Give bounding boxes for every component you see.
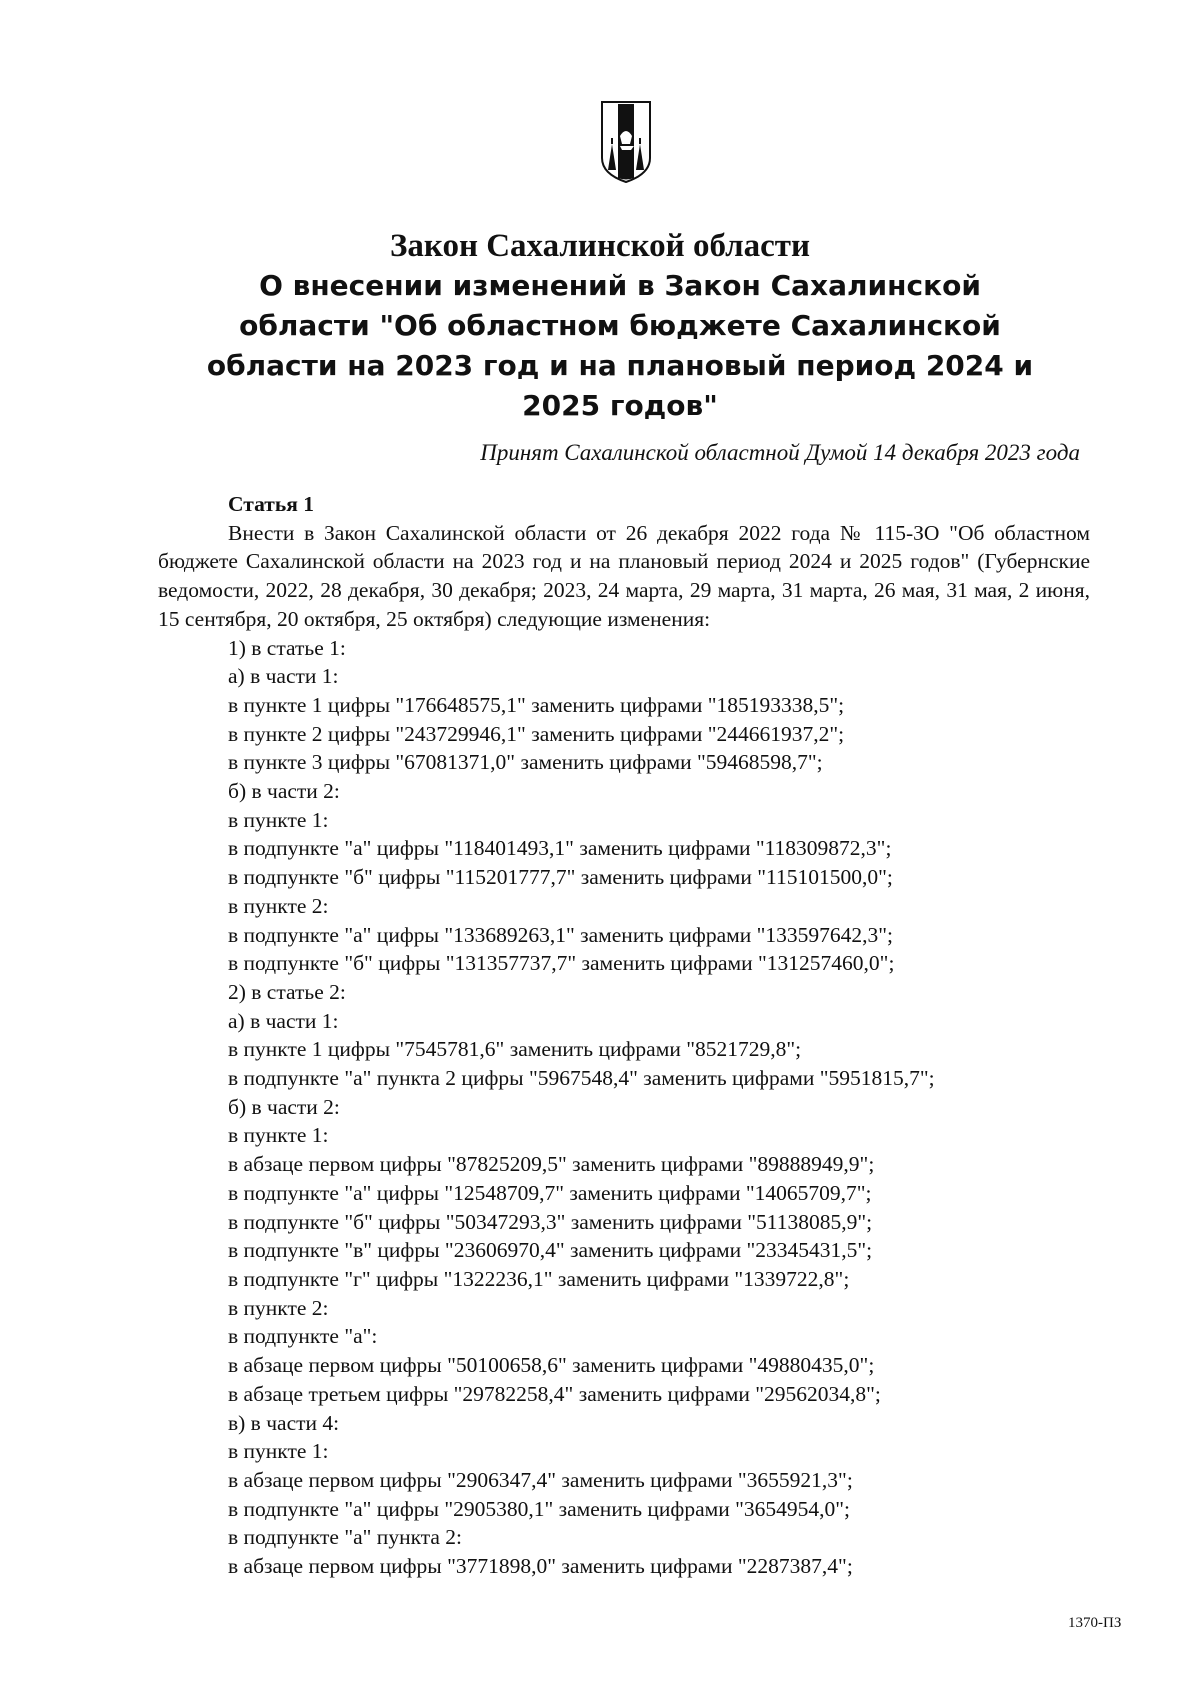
adoption-note: Принят Сахалинской областной Думой 14 декабря 2023 года: [480, 440, 1080, 465]
amendment-line: в пункте 1:: [228, 807, 329, 832]
amendment-line: в подпункте "а" цифры "133689263,1" заменить цифрами "133597642,3";: [228, 922, 894, 947]
amendment-line: в подпункте "а" пункта 2:: [228, 1525, 463, 1550]
amendment-line: в) в части 4:: [228, 1410, 340, 1435]
amendment-line: 2) в статье 2:: [228, 979, 346, 1004]
amendment-line: в подпункте "а" цифры "2905380,1" заменить цифрами "3654954,0";: [228, 1496, 851, 1521]
amendment-line: в абзаце первом цифры "2906347,4" заменить цифрами "3655921,3";: [228, 1467, 853, 1492]
amendment-line: в подпункте "г" цифры "1322236,1" заменить цифрами "1339722,8";: [228, 1266, 850, 1291]
amendment-line: в подпункте "в" цифры "23606970,4" заменить цифрами "23345431,5";: [228, 1238, 873, 1263]
amendment-line: в пункте 2 цифры "243729946,1" заменить цифрами "244661937,2";: [228, 721, 845, 746]
amendment-line: в абзаце первом цифры "50100658,6" заменить цифрами "49880435,0";: [228, 1353, 875, 1378]
article-intro: Внести в Закон Сахалинской области от 26 декабря 2022 года № 115-ЗО "Об областном бюджете Сахалинской области на 2023 год и на плановый период 2024 и 2025 годов" (Губернские ведомости, 2022, 28 декабря, 30 декабря; 2023, 24 марта, 29 марта, 31 марта, 26 мая, 31 мая, 2 июня, 15 сентября, 20 октября, 25 октября) следующие изменения:: [158, 520, 1090, 631]
amendment-line: в пункте 3 цифры "67081371,0" заменить цифрами "59468598,7";: [228, 750, 823, 775]
amendment-line: 1) в статье 1:: [228, 635, 346, 660]
amendment-line: в пункте 1 цифры "7545781,6" заменить цифрами "8521729,8";: [228, 1037, 802, 1062]
amendment-line: в пункте 1:: [228, 1439, 329, 1464]
page-code: 1370-ПЗ: [1068, 1615, 1122, 1631]
amendment-line: в абзаце первом цифры "3771898,0" заменить цифрами "2287387,4";: [228, 1554, 853, 1579]
article-heading: Статья 1: [228, 492, 314, 516]
amendment-line: в абзаце третьем цифры "29782258,4" заменить цифрами "29562034,8";: [228, 1381, 881, 1406]
amendment-line: в подпункте "а" цифры "12548709,7" заменить цифрами "14065709,7";: [228, 1180, 872, 1205]
amendment-line: в пункте 1 цифры "176648575,1" заменить цифрами "185193338,5";: [228, 692, 845, 717]
law-subtitle: О внесении изменений в Закон Сахалинской области "Об областном бюджете Сахалинской области на 2023 год и на плановый период 2024 и 2025 годов": [206, 269, 1034, 422]
amendment-line: в подпункте "а" цифры "118401493,1" заменить цифрами "118309872,3";: [228, 836, 892, 861]
amendment-line: а) в части 1:: [228, 664, 339, 689]
amendment-line: в абзаце первом цифры "87825209,5" заменить цифрами "89888949,9";: [228, 1152, 875, 1177]
amendment-line: в подпункте "б" цифры "50347293,3" заменить цифрами "51138085,9";: [228, 1209, 873, 1234]
amendment-line: в подпункте "б" цифры "131357737,7" заменить цифрами "131257460,0";: [228, 951, 895, 976]
amendment-line: а) в части 1:: [228, 1008, 339, 1033]
amendment-line: в подпункте "б" цифры "115201777,7" заменить цифрами "115101500,0";: [228, 865, 893, 890]
article-body: [158, 490, 1090, 1581]
emblem-shield-icon: [600, 100, 652, 184]
amendment-line: в пункте 1:: [228, 1123, 329, 1148]
amendment-line: в подпункте "а":: [228, 1324, 378, 1349]
amendment-line: в пункте 2:: [228, 1295, 329, 1320]
law-title: Закон Сахалинской области: [389, 228, 811, 264]
amendment-line: б) в части 2:: [228, 1094, 340, 1119]
amendment-line: в подпункте "а" пункта 2 цифры "5967548,4" заменить цифрами "5951815,7";: [228, 1066, 935, 1091]
amendment-line: в пункте 2:: [228, 893, 329, 918]
sakhalin-coat-of-arms-icon: [600, 100, 652, 184]
amendment-line: б) в части 2:: [228, 779, 340, 804]
